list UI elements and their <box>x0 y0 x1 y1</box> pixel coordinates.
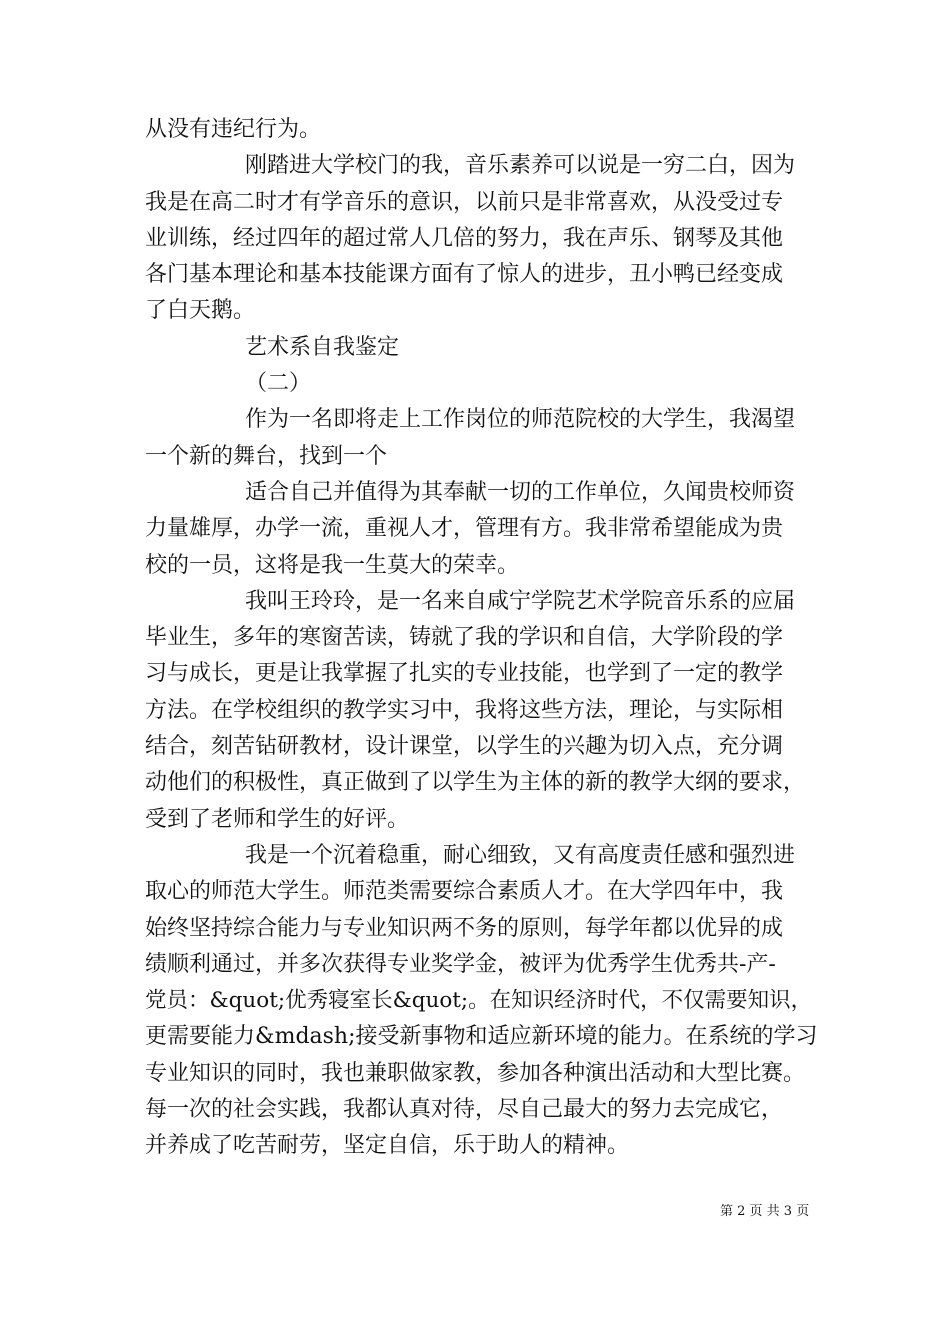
text-line: 作为一名即将走上工作岗位的师范院校的大学生，我渴望 <box>245 407 796 433</box>
text-line: 始终坚持综合能力与专业知识两不务的原则，每学年都以优异的成 <box>145 915 784 941</box>
text-line: 并养成了吃苦耐劳，坚定自信，乐于助人的精神。 <box>145 1133 630 1159</box>
text-line: 我叫王玲玲，是一名来自咸宁学院艺术学院音乐系的应届 <box>245 588 796 614</box>
text-line: 取心的师范大学生。师范类需要综合素质人才。在大学四年中，我 <box>145 879 784 905</box>
text-line: 我是一个沉着稳重，耐心细致，又有高度责任感和强烈进 <box>245 842 796 868</box>
text-line: 校的一员，这将是我一生莫大的荣幸。 <box>145 552 520 578</box>
text-line: 动他们的积极性，真正做到了以学生为主体的新的教学大纲的要求， <box>145 770 806 796</box>
text-line: 艺术系自我鉴定 <box>245 334 400 360</box>
text-line: 方法。在学校组织的教学实习中，我将这些方法，理论，与实际相 <box>145 697 784 723</box>
text-line: （二） <box>245 371 312 397</box>
text-line: 受到了老师和学生的好评。 <box>145 806 410 832</box>
text-line: 更需要能力&mdash;接受新事物和适应新环境的能力。在系统的学习 <box>145 1024 818 1050</box>
text-line: 了白天鹅。 <box>145 298 256 324</box>
text-line: 刚踏进大学校门的我，音乐素养可以说是一穷二白，因为 <box>245 153 796 179</box>
page-number: 第 2 页 共 3 页 <box>720 1204 810 1219</box>
text-line: 我是在高二时才有学音乐的意识，以前只是非常喜欢，从没受过专 <box>145 189 784 215</box>
text-line: 一个新的舞台，找到一个 <box>145 443 388 469</box>
text-line: 习与成长，更是让我掌握了扎实的专业技能，也学到了一定的教学 <box>145 661 784 687</box>
text-line: 从没有违纪行为。 <box>145 117 322 142</box>
text-line: 专业知识的同时，我也兼职做家教，参加各种演出活动和大型比赛。 <box>145 1060 806 1086</box>
text-line: 业训练，经过四年的超过常人几倍的努力，我在声乐、钢琴及其他 <box>145 225 784 251</box>
text-line: 适合自己并值得为其奉献一切的工作单位，久闻贵校师资 <box>245 479 796 505</box>
text-line: 结合，刻苦钻研教材，设计课堂，以学生的兴趣为切入点，充分调 <box>145 734 784 760</box>
text-line: 毕业生，多年的寒窗苦读，铸就了我的学识和自信，大学阶段的学 <box>145 625 784 651</box>
text-line: 绩顺利通过，并多次获得专业奖学金，被评为优秀学生优秀共-产- <box>145 951 776 977</box>
document-body <box>145 112 825 1165</box>
text-line: 各门基本理论和基本技能课方面有了惊人的进步，丑小鸭已经变成 <box>145 262 784 288</box>
text-line: 力量雄厚，办学一流，重视人才，管理有方。我非常希望能成为贵 <box>145 516 784 542</box>
text-line: 每一次的社会实践，我都认真对待，尽自己最大的努力去完成它， <box>145 1097 784 1123</box>
text-line: 党员：&quot;优秀寝室长&quot;。在知识经济时代，不仅需要知识， <box>145 988 813 1014</box>
